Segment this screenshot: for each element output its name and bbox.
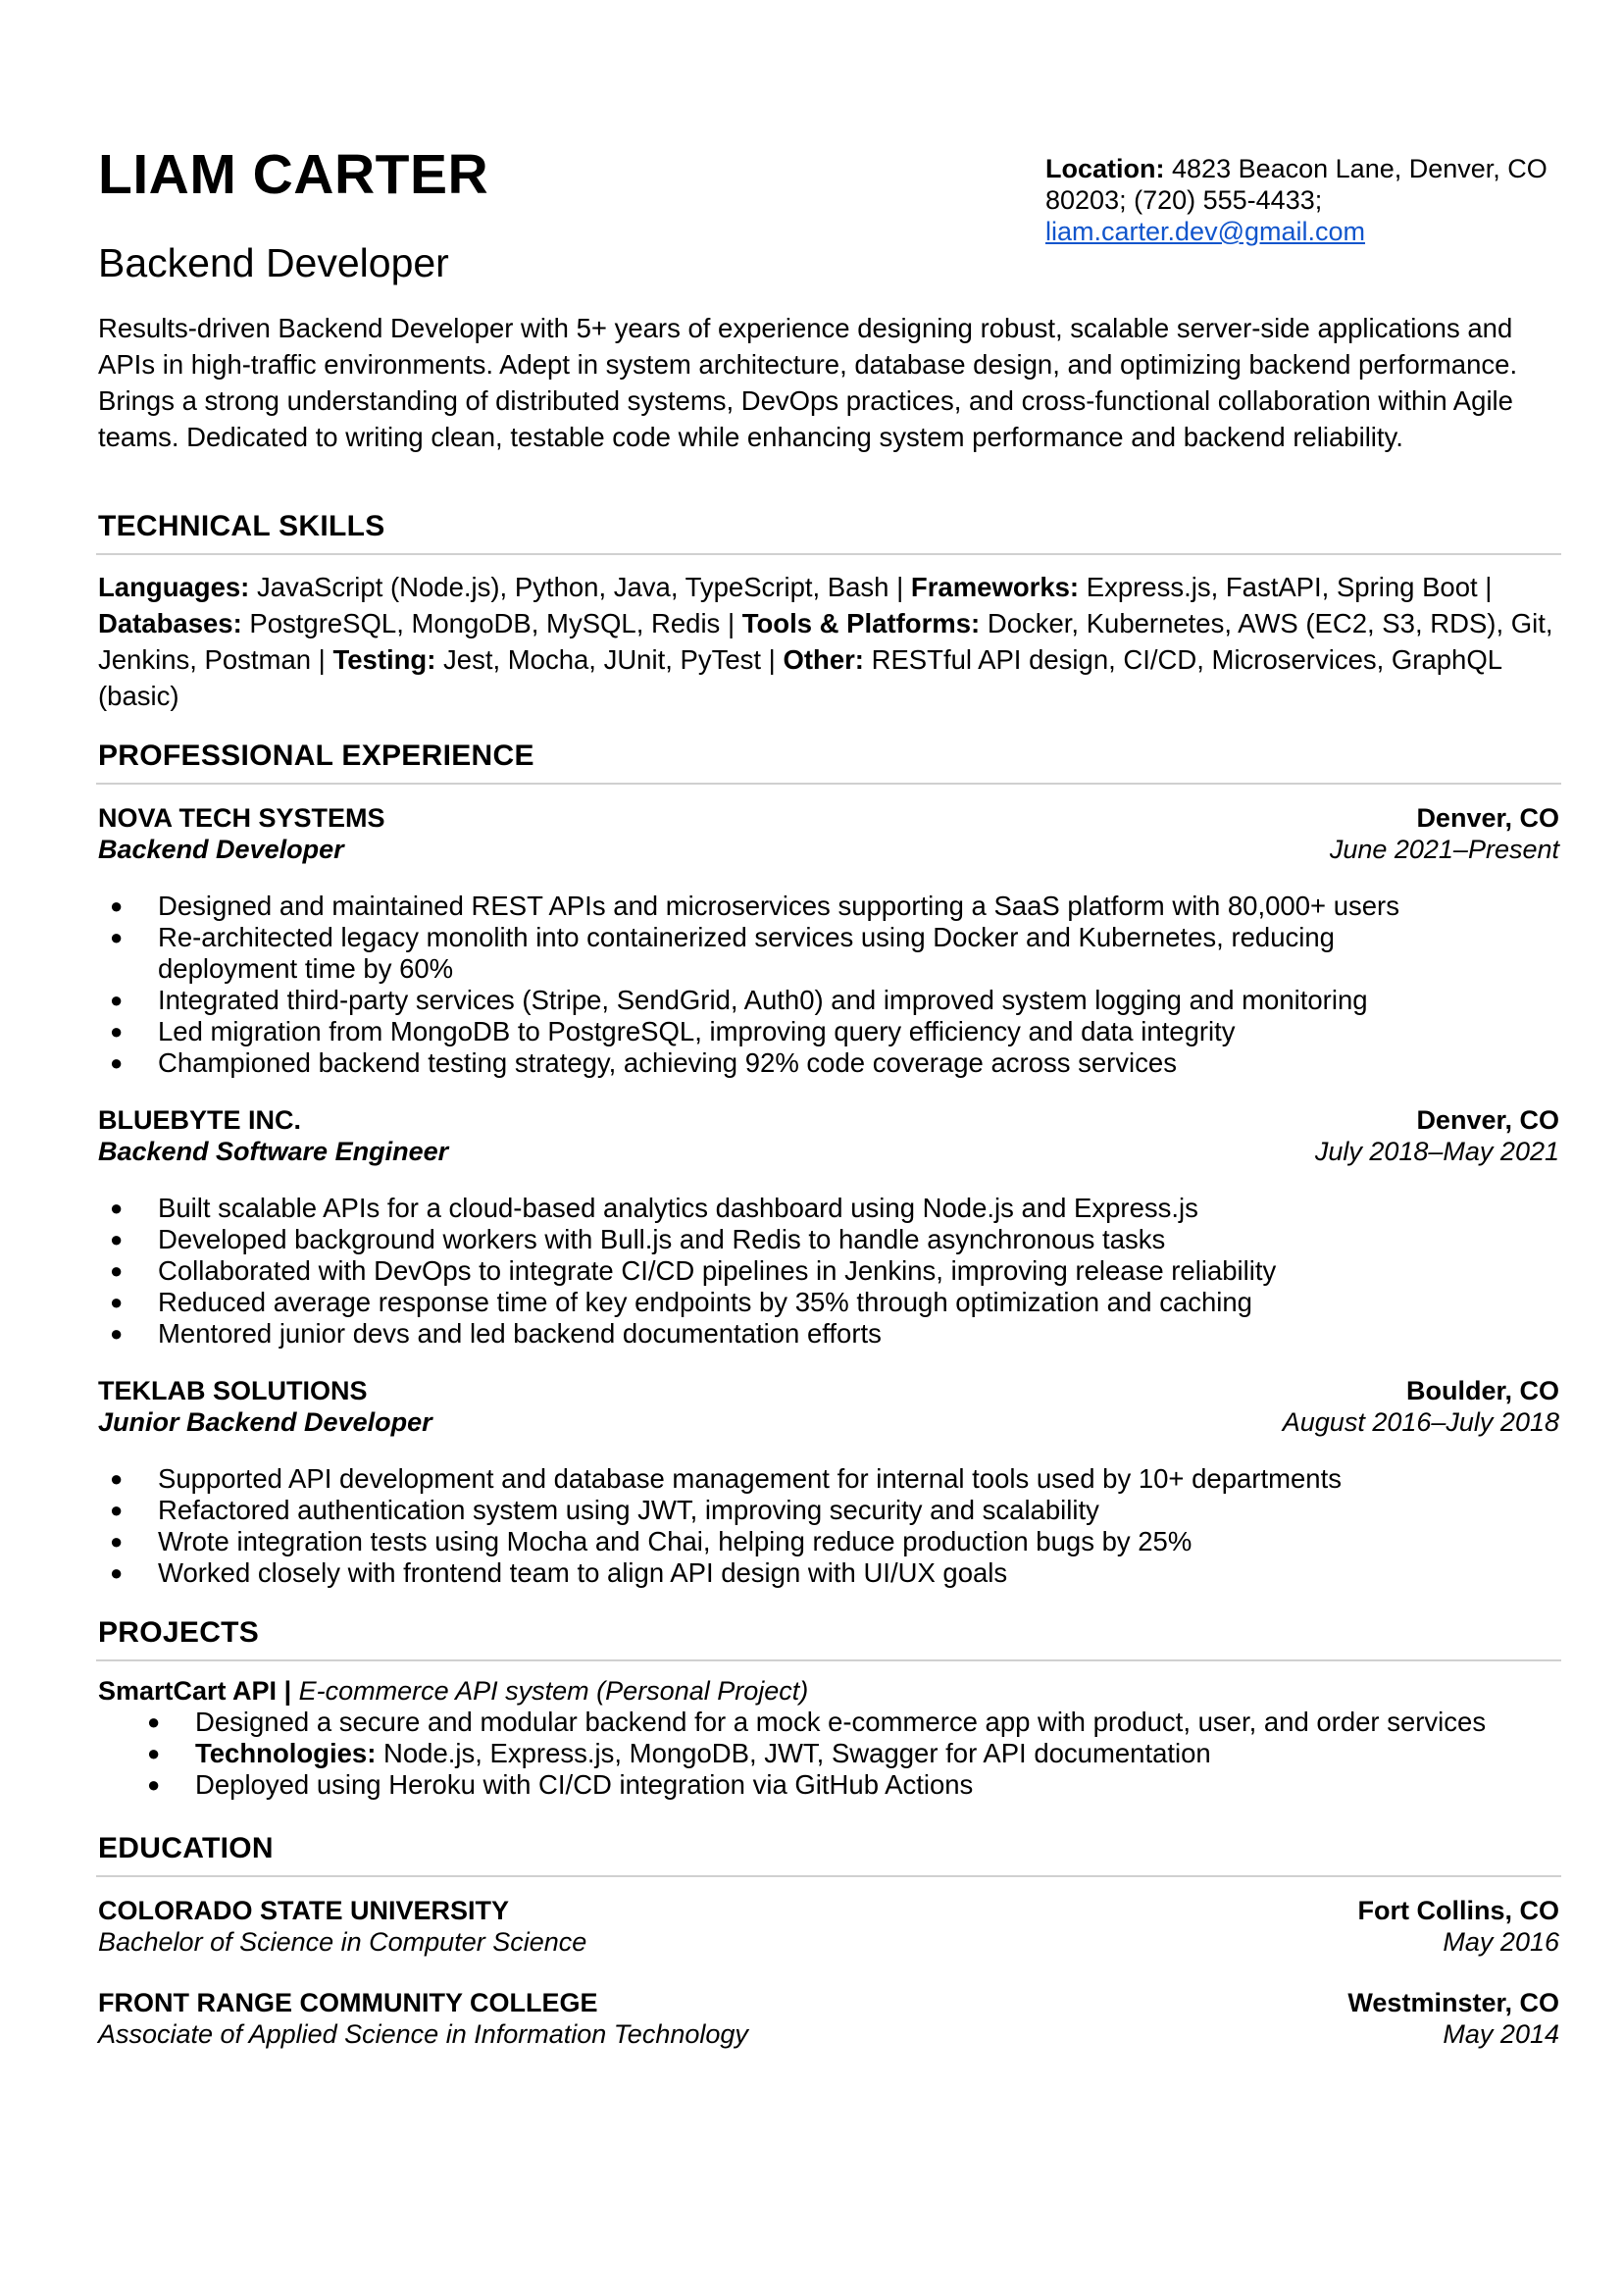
list-item: ● Mentored junior devs and led backend documentation efforts (110, 1318, 882, 1349)
school-location: Westminster, CO (1347, 1988, 1559, 2017)
contact-block (1045, 153, 1555, 247)
project-entry (98, 1675, 1559, 1801)
graduation-date: May 2016 (1443, 1927, 1559, 1957)
list-item: ● Collaborated with DevOps to integrate CI/CD pipelines in Jenkins, improving release reliability (110, 1255, 1277, 1286)
list-item: ● Technologies: Node.js, Express.js, MongoDB, JWT, Swagger for API documentation (147, 1738, 1211, 1768)
bullet-icon: ● (110, 1227, 124, 1251)
skills-databases: PostgreSQL, MongoDB, MySQL, Redis | (249, 608, 736, 638)
section-title-education: EDUCATION (98, 1832, 274, 1864)
job-title: Backend Software Engineer (98, 1137, 449, 1166)
list-item: ● Championed backend testing strategy, achieving 92% code coverage across services (110, 1047, 1177, 1078)
job-bullets (98, 1193, 1559, 1350)
project-description: E-commerce API system (Personal Project) (298, 1676, 809, 1706)
professional-summary: Results-driven Backend Developer with 5+ years of experience designing robust, scalable server-side applications and APIs in high-traffic environments. Adept in system architecture, database design, and optimizing backend performance. Brings a strong understanding of distributed systems, DevOps practices, and cross-functional collaboration within Agile teams. Dedicated to writing clean, testable code while enhancing system performance and backend reliability. (98, 313, 1518, 452)
list-item: ● Designed a secure and modular backend for a mock e-commerce app with product, user, and order services (147, 1707, 1487, 1737)
skills-testing-label: Testing: (332, 644, 436, 675)
degree: Bachelor of Science in Computer Science (98, 1927, 587, 1957)
list-item: ● Developed background workers with Bull.js and Redis to handle asynchronous tasks (110, 1224, 1166, 1254)
list-item: ● Deployed using Heroku with CI/CD integration via GitHub Actions (147, 1769, 974, 1800)
bullet-icon: ● (110, 1529, 124, 1554)
job-bullets (98, 1463, 1559, 1589)
list-item: ● Re-architected legacy monolith into containerized services using Docker and Kubernetes, reducing deployment time by 60% (110, 922, 1335, 984)
section-title-projects: PROJECTS (98, 1616, 260, 1649)
list-item: ● Led migration from MongoDB to PostgreSQL, improving query efficiency and data integrity (110, 1016, 1236, 1046)
education-entry (98, 1895, 1559, 1958)
bullet-icon: ● (147, 1741, 161, 1765)
job-dates: June 2021–Present (1329, 835, 1559, 864)
job-entry (98, 1375, 1559, 1589)
list-item: ● Refactored authentication system using JWT, improving security and scalability (110, 1495, 1099, 1525)
bullet-icon: ● (110, 1196, 124, 1220)
bullet-icon: ● (110, 893, 124, 918)
job-location: Denver, CO (1416, 1105, 1559, 1135)
school-name: COLORADO STATE UNIVERSITY (98, 1896, 510, 1925)
bullet-icon: ● (110, 1050, 124, 1075)
list-item: ● Reduced average response time of key endpoints by 35% through optimization and caching (110, 1287, 1252, 1317)
bullet-icon: ● (147, 1709, 161, 1734)
email-link[interactable]: liam.carter.dev@gmail.com (1045, 217, 1366, 246)
bullet-icon: ● (110, 1466, 124, 1491)
skills-frameworks: Express.js, FastAPI, Spring Boot | (1086, 572, 1493, 602)
skills-testing: Jest, Mocha, JUnit, PyTest | (443, 644, 776, 675)
job-location: Denver, CO (1416, 803, 1559, 833)
bullet-icon: ● (147, 1772, 161, 1797)
degree: Associate of Applied Science in Information Technology (98, 2019, 748, 2049)
job-entry (98, 1104, 1559, 1350)
skills-block (98, 569, 1559, 714)
skills-tools: Docker, Kubernetes, AWS (EC2, S3, RDS), Git, Jenkins, Postman | (98, 608, 1553, 675)
project-separator: | (277, 1676, 299, 1706)
job-location: Boulder, CO (1405, 1376, 1559, 1405)
bullet-icon: ● (110, 1498, 124, 1522)
section-divider (96, 1659, 1561, 1661)
candidate-role: Backend Developer (98, 240, 449, 285)
section-divider (96, 553, 1561, 555)
list-item: ● Supported API development and database management for internal tools used by 10+ departments (110, 1463, 1342, 1494)
school-location: Fort Collins, CO (1357, 1896, 1559, 1925)
list-item: ● Integrated third-party services (Stripe, SendGrid, Auth0) and improved system logging and monitoring (110, 985, 1368, 1015)
graduation-date: May 2014 (1443, 2019, 1559, 2049)
job-dates: August 2016–July 2018 (1282, 1407, 1559, 1437)
location-label: Location: (1045, 154, 1165, 183)
bullet-icon: ● (110, 1321, 124, 1346)
section-title-experience: PROFESSIONAL EXPERIENCE (98, 739, 534, 772)
resume-page (98, 143, 1559, 2050)
skills-tools-label: Tools & Platforms: (741, 608, 981, 638)
list-item: ● Designed and maintained REST APIs and microservices supporting a SaaS platform with 80,000+ users (110, 891, 1399, 921)
job-entry (98, 802, 1559, 1079)
skills-other-label: Other: (783, 644, 864, 675)
job-title: Backend Developer (98, 835, 344, 864)
bullet-icon: ● (110, 925, 124, 949)
bullet-icon: ● (110, 988, 124, 1012)
skills-languages-label: Languages: (98, 572, 250, 602)
list-item: ● Wrote integration tests using Mocha and Chai, helping reduce production bugs by 25% (110, 1526, 1193, 1556)
skills-databases-label: Databases: (98, 608, 242, 638)
section-title-skills: TECHNICAL SKILLS (98, 510, 385, 542)
list-item: ● Worked closely with frontend team to align API design with UI/UX goals (110, 1557, 1008, 1588)
bullet-icon: ● (110, 1258, 124, 1283)
job-company: NOVA TECH SYSTEMS (98, 803, 385, 833)
section-divider (96, 783, 1561, 785)
resume-header (98, 143, 1559, 314)
candidate-name: LIAM CARTER (98, 143, 489, 206)
skills-languages: JavaScript (Node.js), Python, Java, TypeScript, Bash | (256, 572, 904, 602)
bullet-icon: ● (110, 1019, 124, 1044)
job-dates: July 2018–May 2021 (1314, 1137, 1559, 1166)
project-bullets (98, 1707, 1559, 1801)
bullet-icon: ● (110, 1560, 124, 1585)
project-name: SmartCart API (98, 1676, 278, 1706)
education-entry (98, 1987, 1559, 2050)
skills-frameworks-label: Frameworks: (910, 572, 1080, 602)
job-company: TEKLAB SOLUTIONS (98, 1376, 368, 1405)
school-name: FRONT RANGE COMMUNITY COLLEGE (98, 1988, 598, 2017)
job-company: BLUEBYTE INC. (98, 1105, 302, 1135)
section-divider (96, 1875, 1561, 1877)
job-title: Junior Backend Developer (98, 1407, 432, 1437)
job-bullets (98, 891, 1559, 1079)
skills-other: RESTful API design, CI/CD, Microservices, GraphQL (basic) (98, 644, 1501, 711)
list-item: ● Built scalable APIs for a cloud-based analytics dashboard using Node.js and Express.js (110, 1193, 1198, 1223)
address-text: 4823 Beacon Lane, Denver, CO 80203; (720) 555-4433; (1045, 154, 1548, 215)
bullet-icon: ● (110, 1290, 124, 1314)
